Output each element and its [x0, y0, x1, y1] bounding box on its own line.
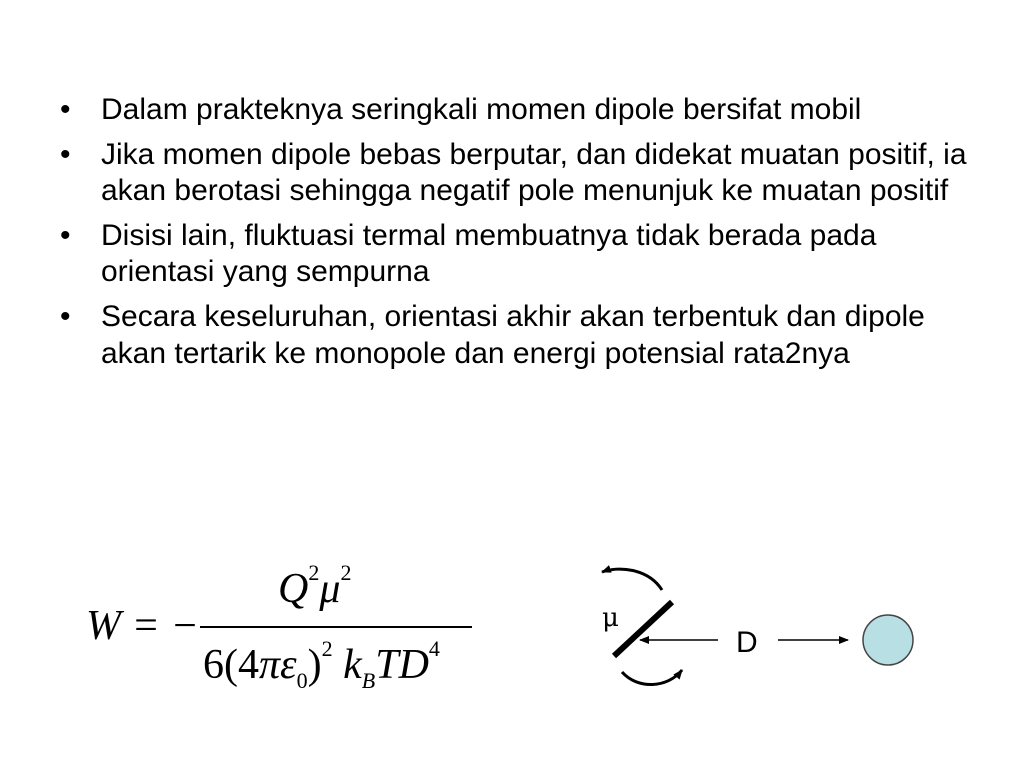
- bullet-text-1: Dalam prakteknya seringkali momen dipole bersifat mobil: [101, 93, 862, 126]
- rotation-arrow-bottom: [622, 670, 682, 685]
- distance-label: D: [736, 626, 758, 659]
- bullet-item-3: [58, 218, 978, 291]
- fraction-bar: [200, 626, 472, 628]
- bullet-item-4: [58, 299, 978, 372]
- dipole-bar: [614, 602, 672, 656]
- formula-denominator: $6(4\pi\varepsilon_0)^2$ $k_BTD^4$: [203, 636, 440, 693]
- bullet-list: [58, 92, 978, 380]
- bullet-marker: •: [60, 93, 71, 126]
- bullet-item-1: [58, 92, 978, 129]
- dipole-diagram: [590, 560, 930, 700]
- positive-charge-circle: [863, 615, 913, 665]
- bullet-text-2: Jika momen dipole bebas berputar, dan didekat muatan positif, ia akan berotasi sehingga negatif pole menunjuk ke muatan positif: [101, 137, 967, 208]
- bullet-text-3: Disisi lain, fluktuasi termal membuatnya tidak berada pada orientasi yang sempurna: [101, 218, 877, 289]
- rotation-arrow-top: [602, 569, 662, 590]
- formula-numerator: $Q^2\mu^2$: [278, 560, 352, 612]
- dipole-moment-label: μ: [602, 603, 619, 633]
- bullet-marker: •: [60, 299, 71, 333]
- bullet-item-2: [58, 137, 978, 210]
- bullet-text-4: Secara keseluruhan, orientasi akhir akan terbentuk dan dipole akan tertarik ke monopole dan energi potensial rata2nya: [101, 299, 925, 370]
- energy-formula: [78, 560, 498, 700]
- formula-lhs: W = −: [86, 603, 199, 649]
- bullet-marker: •: [60, 137, 71, 171]
- bullet-marker: •: [60, 218, 71, 252]
